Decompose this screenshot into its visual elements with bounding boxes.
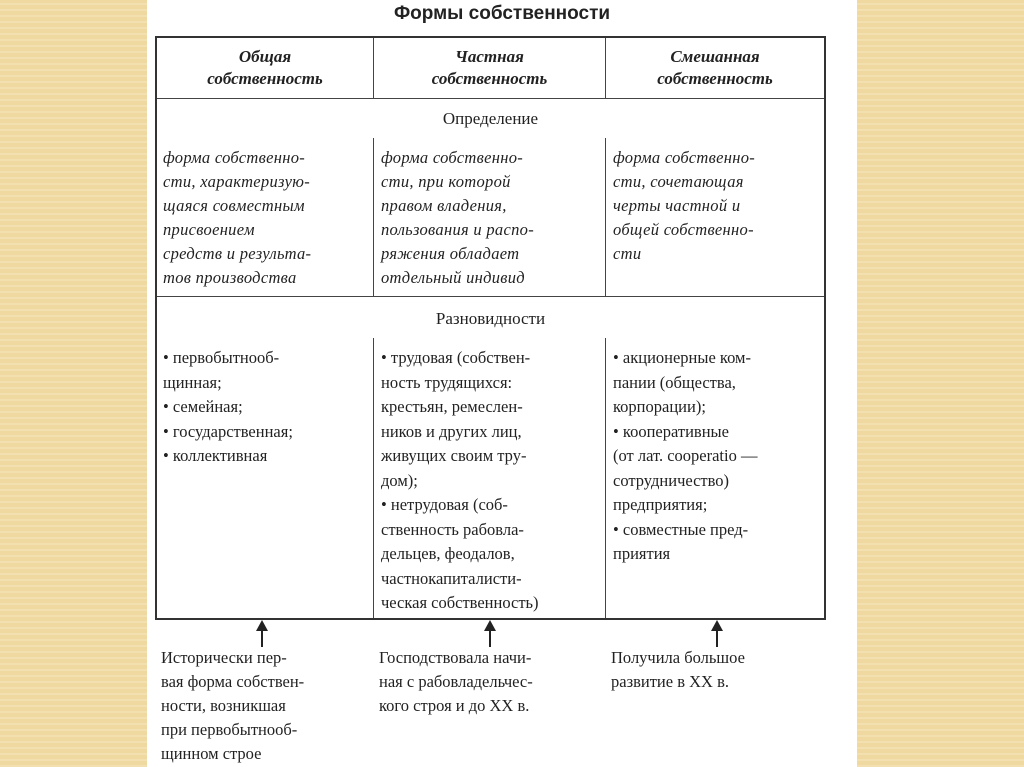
text-line: средств и результа-	[163, 244, 312, 263]
text-line: развитие в XX в.	[611, 672, 729, 691]
column-header-line: собственность	[207, 69, 323, 88]
list-item: • коллективная	[163, 446, 268, 465]
column-header-common	[157, 46, 373, 90]
list-item: ников и других лиц,	[381, 421, 522, 441]
list-item: щинная;	[163, 372, 222, 392]
header-divider	[157, 98, 824, 99]
column-header-line: Частная	[455, 47, 524, 66]
text-line: черты частной и	[613, 196, 741, 215]
text-line: отдельный индивид	[381, 268, 525, 287]
text-line: форма собственно-	[613, 148, 756, 167]
note-mixed	[611, 646, 821, 694]
text-line: при первобытнооб-	[161, 720, 298, 739]
text-line: Получила большое	[611, 648, 745, 667]
list-item: дом);	[381, 470, 418, 490]
list-item: ческая собственность)	[381, 593, 539, 612]
text-line: форма собственно-	[381, 148, 524, 167]
column-header-mixed	[606, 46, 824, 90]
list-item: • совместные пред-	[613, 519, 749, 539]
arrow-up-icon	[710, 620, 724, 648]
list-item: пании (общества,	[613, 372, 736, 392]
varieties-private	[381, 346, 603, 616]
list-item: • семейная;	[163, 397, 243, 416]
column-divider	[605, 338, 606, 618]
text-line: общей собственно-	[613, 220, 754, 239]
list-item: корпорации);	[613, 397, 706, 416]
list-item: сотрудничество)	[613, 470, 730, 490]
list-item: крестьян, ремеслен-	[381, 397, 523, 416]
varieties-mixed	[613, 346, 823, 567]
list-item: • первобытнооб-	[163, 348, 280, 367]
list-item: частнокапиталисти-	[381, 568, 522, 588]
text-line: сти, при которой	[381, 172, 511, 191]
text-line: щаяся совместным	[163, 196, 305, 215]
list-item: • акционерные ком-	[613, 348, 751, 367]
document-page	[147, 0, 857, 767]
column-header-line: собственность	[657, 69, 773, 88]
column-header-line: Смешанная	[670, 47, 760, 66]
text-line: правом владения,	[381, 196, 507, 215]
column-divider	[373, 138, 374, 296]
list-item: (от лат. cooperatio —	[613, 446, 758, 465]
list-item: • трудовая (собствен-	[381, 348, 531, 367]
text-line: сти, характеризую-	[163, 172, 311, 191]
section-definition: Определение	[442, 109, 539, 128]
arrow-up-icon	[255, 620, 269, 648]
page-title: Формы собственности	[393, 3, 611, 24]
column-header-line: Общая	[238, 47, 292, 66]
ownership-table	[155, 36, 826, 620]
text-line: ности, возникшая	[161, 696, 286, 715]
definition-common	[163, 146, 371, 290]
text-line: Господствовала начи-	[379, 648, 532, 667]
list-item: дельцев, феодалов,	[381, 544, 515, 563]
section-varieties: Разновидности	[435, 309, 546, 328]
text-line: форма собственно-	[163, 148, 306, 167]
column-divider	[373, 338, 374, 618]
column-header-line: собственность	[431, 69, 548, 88]
arrow-up-icon	[483, 620, 497, 648]
definition-private	[381, 146, 603, 290]
list-item: живущих своим тру-	[381, 446, 527, 465]
list-item: ственность рабовла-	[381, 519, 524, 539]
definition-mixed	[613, 146, 823, 266]
varieties-divider	[157, 296, 824, 297]
note-private	[379, 646, 601, 718]
list-item: ность трудящихся:	[381, 372, 513, 392]
text-line: ная с рабовладельчес-	[379, 672, 533, 691]
note-common	[161, 646, 371, 766]
varieties-common	[163, 346, 371, 469]
text-line: сти	[613, 244, 642, 263]
list-item: • государственная;	[163, 421, 293, 441]
text-line: Исторически пер-	[161, 648, 287, 667]
text-line: щинном строе	[161, 744, 262, 763]
list-item: • нетрудовая (соб-	[381, 495, 508, 514]
text-line: тов производства	[163, 268, 297, 287]
text-line: пользования и распо-	[381, 220, 534, 239]
list-item: приятия	[613, 544, 671, 563]
column-divider	[605, 138, 606, 296]
text-line: сти, сочетающая	[613, 172, 744, 191]
text-line: ряжения обладает	[381, 244, 520, 263]
list-item: предприятия;	[613, 495, 708, 514]
list-item: • кооперативные	[613, 421, 729, 441]
text-line: кого строя и до XX в.	[379, 696, 530, 715]
column-header-private	[374, 46, 605, 90]
text-line: вая форма собствен-	[161, 672, 305, 691]
text-line: присвоением	[163, 220, 255, 239]
